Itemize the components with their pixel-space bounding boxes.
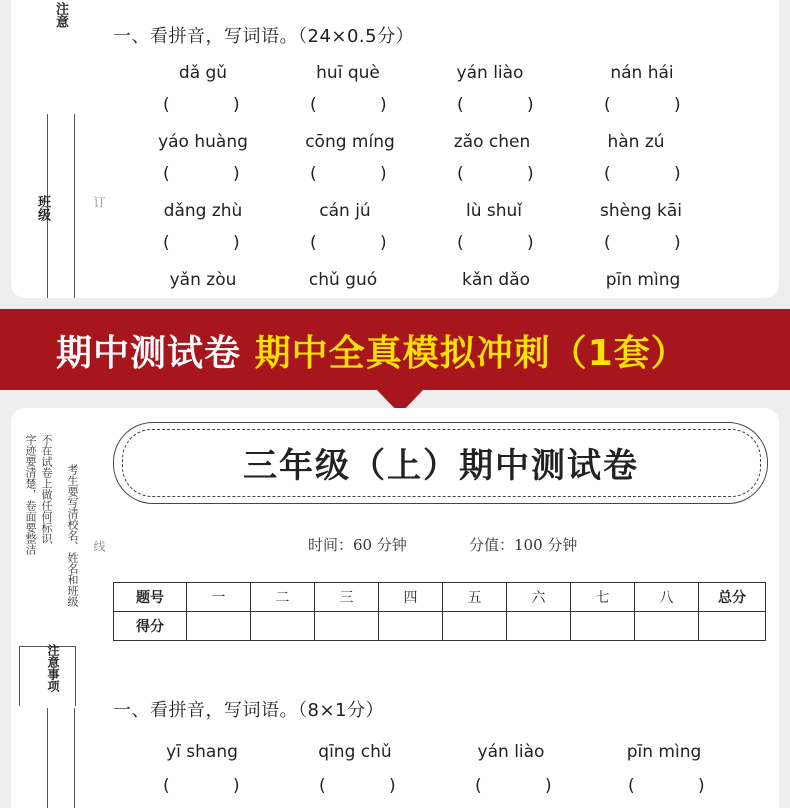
attention-label: 注意 bbox=[53, 2, 68, 28]
margin-line bbox=[75, 646, 76, 706]
notice-line: 考生要写清校名、姓名和班级 bbox=[66, 464, 79, 607]
pinyin-item: yán liào bbox=[477, 742, 545, 762]
exam-score-total: 分值：100 分钟 bbox=[469, 536, 578, 554]
pinyin-item: nán hái bbox=[610, 63, 674, 83]
table-row bbox=[114, 583, 766, 612]
banner-heading bbox=[56, 325, 688, 376]
score-cell[interactable] bbox=[699, 612, 766, 641]
pinyin-item: dǎng zhù bbox=[163, 201, 243, 221]
exam-time: 时间：60 分钟 bbox=[308, 536, 407, 554]
margin-line bbox=[19, 646, 20, 706]
pinyin-item: pīn mìng bbox=[626, 742, 702, 762]
pinyin-item: qīng chǔ bbox=[318, 742, 392, 762]
table-cell: 得分 bbox=[114, 612, 187, 641]
class-label: 班级 bbox=[35, 195, 50, 221]
notice-line: 不在试卷上做任何标识 bbox=[40, 434, 53, 544]
notice-label: 注意事项 bbox=[46, 644, 60, 692]
exam-title: 三年级（上）期中测试卷 bbox=[243, 446, 639, 486]
table-cell: 六 bbox=[507, 583, 571, 612]
table-cell: 七 bbox=[571, 583, 635, 612]
pinyin-item: chǔ guó bbox=[308, 270, 378, 290]
pinyin-item: cōng míng bbox=[305, 132, 395, 152]
score-cell[interactable] bbox=[379, 612, 443, 641]
table-cell: 二 bbox=[251, 583, 315, 612]
notice-line: 字迹要清楚，卷面要整洁 bbox=[24, 434, 37, 555]
score-table bbox=[113, 582, 766, 641]
table-cell: 总分 bbox=[699, 583, 766, 612]
pinyin-item: huī què bbox=[316, 63, 380, 83]
score-cell[interactable] bbox=[635, 612, 699, 641]
table-cell: 三 bbox=[315, 583, 379, 612]
binding-mark: 线 bbox=[92, 540, 106, 552]
pinyin-item: yǎn zòu bbox=[169, 270, 237, 290]
score-cell[interactable] bbox=[571, 612, 635, 641]
margin-line bbox=[47, 708, 48, 808]
top-exam-page: 注意 班级 订 一、看拼音，写词语。（24×0.5分） dǎ gǔ huī què yán liào nán hái ( ) ( ) ( ) ( ) yáo huàng cōng míng zǎo chen hàn zú ( ) ( ) ( ) ( ) dǎng zhù cán jú lù shuǐ shèng kāi ( ) ( ) ( ) ( ) yǎn zòu chǔ guó kǎn dǎo pīn mìng bbox=[11, 0, 779, 298]
pinyin-item: cán jú bbox=[319, 201, 371, 221]
pinyin-item: yán liào bbox=[456, 63, 524, 83]
banner-part-1: 期中测试卷 bbox=[56, 333, 242, 374]
table-cell: 四 bbox=[379, 583, 443, 612]
margin-line bbox=[74, 708, 75, 808]
score-cell[interactable] bbox=[315, 612, 379, 641]
table-row bbox=[114, 612, 766, 641]
pinyin-item: kǎn dǎo bbox=[461, 270, 531, 290]
score-cell[interactable] bbox=[187, 612, 251, 641]
score-cell[interactable] bbox=[251, 612, 315, 641]
pinyin-item: lù shuǐ bbox=[465, 201, 523, 221]
pinyin-item: yáo huàng bbox=[158, 132, 248, 152]
section-title: 一、看拼音，写词语。（8×1分） bbox=[113, 700, 384, 721]
pinyin-item: shèng kāi bbox=[599, 201, 683, 221]
pinyin-item: hàn zú bbox=[607, 132, 665, 152]
table-cell: 五 bbox=[443, 583, 507, 612]
bottom-exam-page: 字迹要清楚，卷面要整洁 不在试卷上做任何标识 考生要写清校名、姓名和班级 注意事项 线 三年级（上）期中测试卷 时间：60 分钟 分值：100 分钟 题号 一 二 三 四 五 六 七 八 总分 得分 一、看拼音，写词语。（8×1分） yī shang qīng chǔ yán liào pīn mìng ( ) ( ) ( ) ( ) bbox=[11, 408, 779, 808]
section-title: 一、看拼音，写词语。（24×0.5分） bbox=[113, 26, 415, 47]
score-cell[interactable] bbox=[507, 612, 571, 641]
pinyin-item: yī shang bbox=[166, 742, 238, 762]
table-cell: 一 bbox=[187, 583, 251, 612]
pinyin-item: zǎo chen bbox=[453, 132, 531, 152]
pinyin-item: dǎ gǔ bbox=[178, 63, 228, 83]
table-cell: 八 bbox=[635, 583, 699, 612]
margin-line bbox=[74, 114, 75, 298]
pinyin-item: pīn mìng bbox=[605, 270, 681, 290]
binding-mark: 订 bbox=[92, 196, 106, 208]
score-cell[interactable] bbox=[443, 612, 507, 641]
banner-part-2: 期中全真模拟冲刺（1套） bbox=[254, 333, 688, 374]
table-cell: 题号 bbox=[114, 583, 187, 612]
binding-margin bbox=[11, 0, 106, 298]
